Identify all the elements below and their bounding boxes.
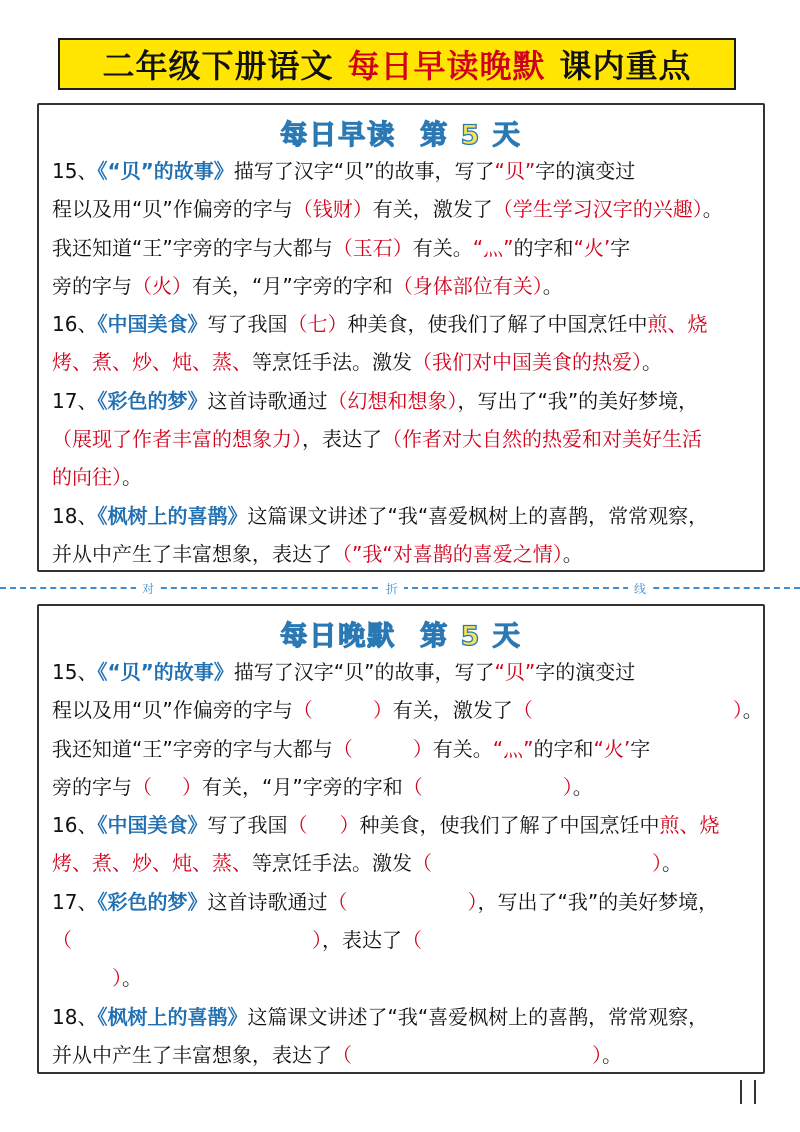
body-text: 描写了汉字“贝”的故事，写了 [233,159,495,183]
morning-title-label: 每日早读 [280,120,397,151]
evening-line-8 [52,921,758,959]
answer-text: （ [132,774,152,799]
body-text: 并从中产生了丰富想象，表达了 [52,541,332,566]
answer-text: “火’ [573,235,611,260]
answer-text: ） [312,928,322,953]
answer-text: “贝” [494,159,536,183]
lesson-title: 《枫树上的喜鹊》 [97,1004,248,1029]
answer-text: （”我“对喜鹊的喜爱之情） [332,541,563,566]
answer-text: （ [402,774,423,799]
answer-text: （ [512,698,533,723]
evening-line-1 [52,653,758,691]
answer-text: ） [112,966,122,991]
body-text: ，表达了 [302,427,382,452]
body-text: 15、 [52,159,98,183]
answer-text: （ [292,698,313,723]
body-text: 16、 [52,312,98,337]
lesson-title: 《中国美食》 [97,312,208,337]
body-text: 旁的字与 [52,774,132,799]
evening-line-3 [52,730,758,768]
evening-line-10 [52,998,758,1036]
body-text: 。 [572,774,593,799]
evening-line-9 [52,959,758,997]
answer-text: （学生学习汉字的兴趣） [492,197,703,222]
answer-text: （七） [287,312,348,337]
banner-grade: 二年级下册语文 [102,47,334,85]
answer-text: 煎、烧 [647,312,708,337]
body-text: 。 [542,273,563,298]
fold-line [0,582,800,596]
body-text: 写了我国 [207,312,288,337]
evening-text-body [52,653,763,1074]
body-text: 有关。 [432,736,493,761]
body-text: 。 [122,966,142,991]
page-banner [58,38,736,90]
body-text: 。 [602,1042,622,1067]
body-text: 字的演变过 [535,660,636,684]
body-text: 。 [562,541,583,566]
answer-text: （身体部位有关） [392,273,543,298]
body-text: 程以及用“贝”作偏旁的字与 [52,197,293,222]
banner-key-points: 课内重点 [559,47,692,85]
body-text: 有关，激发了 [372,197,493,222]
answer-text: ） [339,813,360,838]
answer-text: （ [412,851,432,876]
evening-line-7 [52,883,758,921]
answer-text: 煎、烧 [659,813,720,838]
answer-text: （ [287,813,308,838]
lesson-title: 《彩色的梦》 [97,388,208,413]
answer-text: （作者对大自然的热爱和对美好生活 [382,427,702,452]
body-text: 程以及用“贝”作偏旁的字与 [52,698,293,723]
body-text: 旁的字与 [52,273,132,298]
body-text: ，写出了“我”的美好梦境， [457,388,699,413]
evening-line-5 [52,806,758,844]
body-text: 。 [122,465,142,490]
body-text: 字 [610,235,631,260]
body-text: 18、 [52,1004,98,1029]
morning-line-11 [52,535,758,573]
body-text: 种美食，使我们了解了中国烹饪中 [347,312,648,337]
body-text: 写了我国 [207,813,288,838]
body-text: 描写了汉字“贝”的故事，写了 [233,660,495,684]
answer-text: （ [332,736,353,761]
answer-text: （ [332,1042,352,1067]
lesson-title: 《中国美食》 [97,813,208,838]
body-text: ，表达了 [322,928,402,953]
body-text: 的字和 [533,736,594,761]
answer-text: （火） [132,273,192,298]
answer-text: ） [562,774,573,799]
morning-reading-panel [37,103,765,572]
answer-text: （ [52,928,72,953]
morning-line-5 [52,305,758,343]
body-text: 有关，“月”字旁的字和 [192,273,393,298]
answer-text: 的向往） [52,465,122,490]
body-text: 这首诗歌通过 [207,388,328,413]
lesson-title: 《枫树上的喜鹊》 [97,503,248,528]
corner-marks [738,1080,762,1110]
body-text: 种美食，使我们了解了中国烹饪中 [359,813,660,838]
fold-label-2: 折 [380,580,404,597]
morning-text-body [52,152,758,573]
body-text: 字的演变过 [535,159,636,183]
body-text: 。 [642,350,662,375]
body-text: 有关，激发了 [392,698,513,723]
body-text: 17、 [52,889,98,914]
morning-line-3 [52,229,758,267]
evening-line-6 [52,844,758,882]
body-text: 我还知道“王”字旁的字与大都与 [52,235,333,260]
evening-line-11 [52,1036,758,1074]
answer-text: ） [182,774,202,799]
answer-text: （ [327,889,348,914]
answer-text: （我们对中国美食的热爱） [412,350,642,375]
answer-text: （玉石） [332,235,413,260]
answer-text: “贝” [494,660,536,684]
fold-label-3: 线 [628,580,652,597]
body-text: 15、 [52,660,98,684]
answer-text: ） [412,736,433,761]
answer-text: 烤、煮、炒、炖、蒸、 [52,350,252,375]
evening-panel-title [39,614,763,653]
body-text: 等烹饪手法。激发 [252,851,412,876]
answer-text: （钱财） [292,197,373,222]
morning-line-6 [52,343,758,381]
body-text: 。 [662,851,682,876]
body-text: 等烹饪手法。激发 [252,350,412,375]
morning-line-9 [52,458,758,496]
body-text: 。 [702,197,723,222]
answer-text: “灬” [492,736,534,761]
body-text: 这首诗歌通过 [207,889,328,914]
morning-line-1 [52,152,758,190]
answer-text: “火’ [593,736,631,761]
morning-panel-title [39,113,763,152]
morning-day-label: 第 5 天 [420,120,522,151]
body-text: 字 [630,736,651,761]
answer-text: ） [652,851,662,876]
evening-line-2 [52,691,763,729]
morning-line-8 [52,420,758,458]
body-text: 我还知道“王”字旁的字与大都与 [52,736,333,761]
body-text: ，写出了“我”的美好梦境， [477,889,719,914]
answer-text: “灬” [472,235,514,260]
answer-text: （ [402,928,422,953]
answer-text: （幻想和想象） [327,388,458,413]
lesson-title: 《“贝”的故事》 [97,660,234,684]
body-text: 有关。 [412,235,473,260]
answer-text: ） [467,889,478,914]
evening-line-4 [52,768,758,806]
lesson-title: 《“贝”的故事》 [97,159,234,183]
answer-text: ） [372,698,393,723]
evening-dictation-panel [37,604,765,1074]
fold-label-1: 对 [136,580,160,597]
body-text: 有关，“月”字旁的字和 [202,774,403,799]
body-text: 18、 [52,503,98,528]
body-text: 。 [742,698,763,723]
morning-line-2 [52,190,758,228]
body-text: 17、 [52,388,98,413]
answer-text: （展现了作者丰富的想象力） [52,427,302,452]
body-text: 这篇课文讲述了“我“喜爱枫树上的喜鹊，常常观察， [247,1004,709,1029]
body-text: 16、 [52,813,98,838]
body-text: 并从中产生了丰富想象，表达了 [52,1042,332,1067]
evening-title-label: 每日晚默 [280,621,397,652]
morning-line-10 [52,497,758,535]
morning-line-4 [52,267,758,305]
morning-line-7 [52,382,758,420]
evening-day-label: 第 5 天 [420,621,522,652]
answer-text: 烤、煮、炒、炖、蒸、 [52,851,252,876]
body-text: 这篇课文讲述了“我“喜爱枫树上的喜鹊，常常观察， [247,503,709,528]
body-text: 的字和 [513,235,574,260]
banner-daily-reading: 每日早读晚默 [347,47,546,85]
answer-text: ） [732,698,743,723]
answer-text: ） [592,1042,602,1067]
lesson-title: 《彩色的梦》 [97,889,208,914]
